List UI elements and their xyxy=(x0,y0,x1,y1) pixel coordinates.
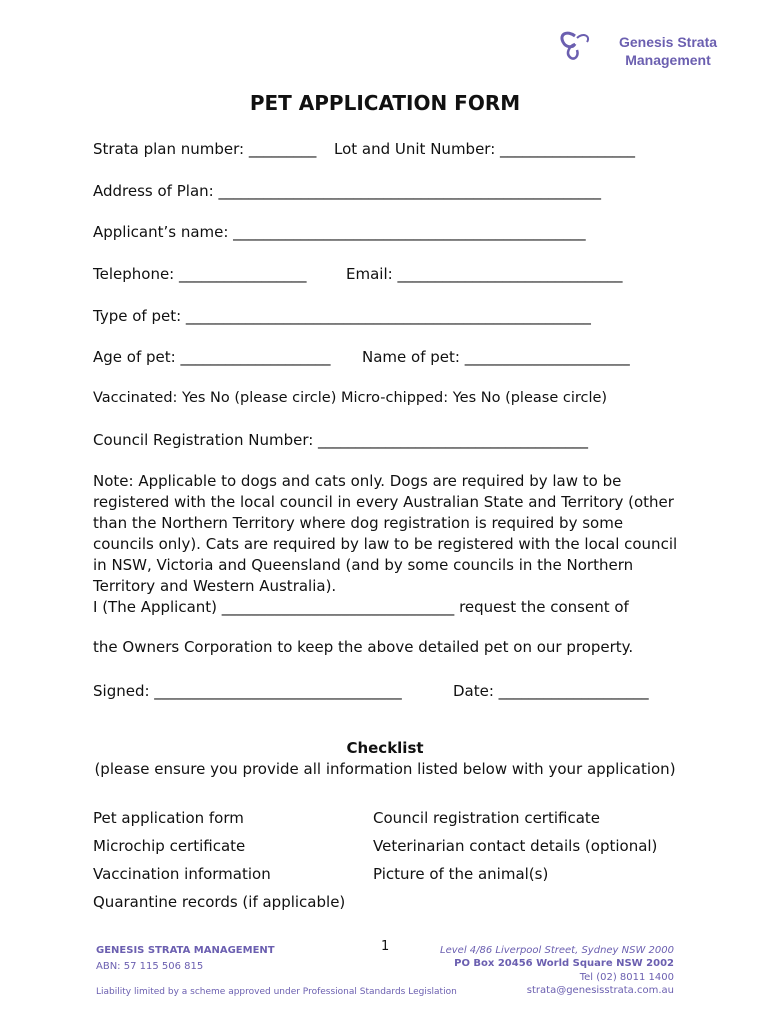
telephone-field[interactable]: Telephone: _________________ xyxy=(93,265,307,283)
footer-liability: Liability limited by a scheme approved under Professional Standards Legislation xyxy=(96,987,457,997)
footer-email[interactable]: strata@genesisstrata.com.au xyxy=(526,985,674,996)
checklist-item: Picture of the animal(s) xyxy=(373,865,549,883)
email-field[interactable]: Email: ______________________________ xyxy=(346,265,623,283)
council-registration-field[interactable]: Council Registration Number: ____________________________________ xyxy=(93,431,589,449)
type-of-pet-field[interactable]: Type of pet: ______________________________________________________ xyxy=(93,307,591,325)
brand-line-1: Genesis Strata xyxy=(618,34,718,50)
signed-field[interactable]: Signed: _________________________________ xyxy=(93,682,402,700)
checklist-item: Vaccination information xyxy=(93,865,271,883)
age-of-pet-field[interactable]: Age of pet: ____________________ xyxy=(93,348,331,366)
footer-address: Level 4/86 Liverpool Street, Sydney NSW 2000 xyxy=(440,945,674,956)
checklist-item: Veterinarian contact details (optional) xyxy=(373,837,658,855)
date-field[interactable]: Date: ____________________ xyxy=(453,682,649,700)
footer-abn: ABN: 57 115 506 815 xyxy=(96,961,204,972)
checklist-subtitle: (please ensure you provide all information listed below with your application) xyxy=(94,760,676,778)
footer-company: GENESIS STRATA MANAGEMENT xyxy=(96,945,275,956)
note-paragraph: Note: Applicable to dogs and cats only. Dogs are required by law to be registered with the local council in every Australian State and Territory (other than the Northern Territory where dog registration is required by some councils only). Cats are required by law to be registered with the local council in NSW, Victoria and Queensland (and by some councils in the Northern Territory and Western Australia). xyxy=(93,472,678,595)
consent-continuation: the Owners Corporation to keep the above detailed pet on our property. xyxy=(93,638,634,656)
checklist-title: Checklist xyxy=(346,739,424,757)
page-number: 1 xyxy=(381,939,390,954)
checklist-item: Microchip certificate xyxy=(93,837,246,855)
checklist-item: Quarantine records (if applicable) xyxy=(93,893,346,911)
address-field[interactable]: Address of Plan: ___________________________________________________ xyxy=(93,182,601,200)
page-title: PET APPLICATION FORM xyxy=(249,91,521,115)
strata-plan-field[interactable]: Strata plan number: _________ xyxy=(93,140,317,158)
vaccination-microchip-line[interactable]: Vaccinated: Yes No (please circle) Micro-chipped: Yes No (please circle) xyxy=(93,390,608,406)
footer-po-box: PO Box 20456 World Square NSW 2002 xyxy=(454,958,674,969)
footer-tel: Tel (02) 8011 1400 xyxy=(579,972,674,983)
brand-line-2: Management xyxy=(625,52,711,68)
consent-line[interactable]: I (The Applicant) _______________________________ request the consent of xyxy=(93,598,629,616)
brand-name xyxy=(612,33,724,69)
butterfly-logo-icon xyxy=(557,30,595,66)
checklist-item: Pet application form xyxy=(93,809,244,827)
checklist-item: Council registration certificate xyxy=(373,809,601,827)
applicant-name-field[interactable]: Applicant’s name: _______________________________________________ xyxy=(93,223,586,241)
name-of-pet-field[interactable]: Name of pet: ______________________ xyxy=(362,348,630,366)
lot-unit-field[interactable]: Lot and Unit Number: __________________ xyxy=(334,140,636,158)
